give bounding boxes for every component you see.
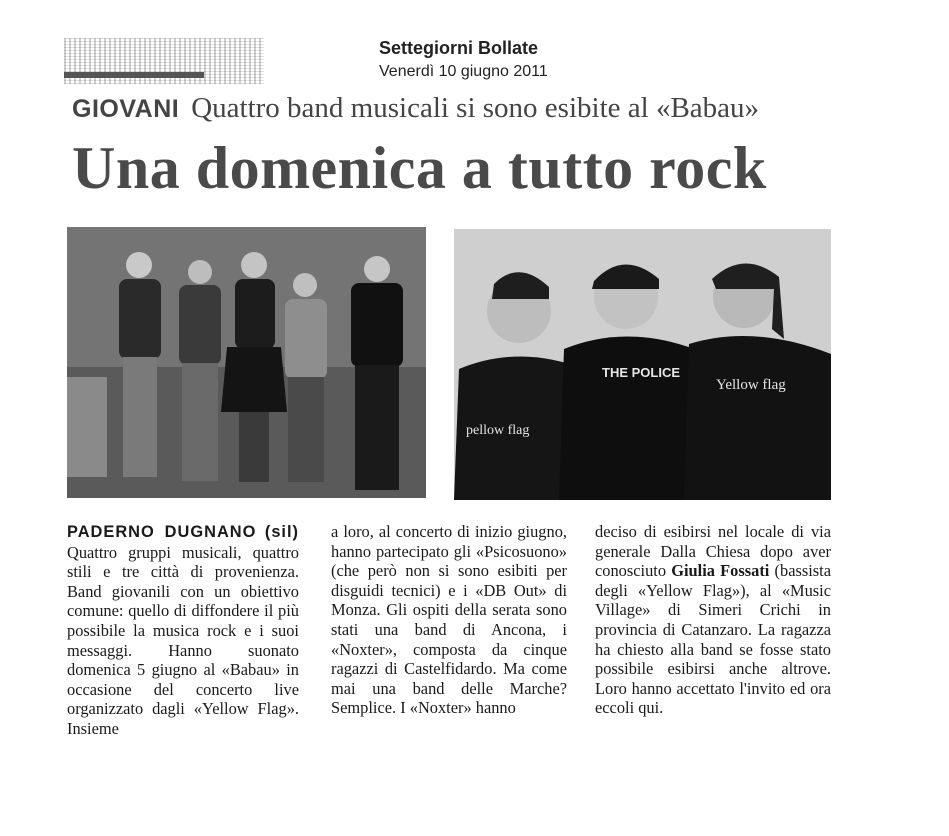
newspaper-logo <box>64 38 264 84</box>
masthead <box>379 38 548 81</box>
article-column-3 <box>595 522 831 718</box>
byline: (sil) <box>264 523 299 541</box>
article-column-2 <box>331 522 567 718</box>
shirt-text-police: THE POLICE <box>602 365 681 380</box>
section-line <box>72 92 759 125</box>
photo-five-musicians <box>67 227 426 498</box>
photo-three-musicians <box>454 229 831 500</box>
publication-name: Settegiorni Bollate <box>379 38 539 58</box>
headline: Una domenica a tutto rock <box>72 135 767 201</box>
shirt-text-yellow-flag: Yellow flag <box>716 377 786 393</box>
column-3-text-b: (bassista degli «Yellow Flag»), al «Music Village» di Simeri Crichi in provincia di Catanzaro. La ragazza ha chiesto alla band se fosse stato possibile esibirsi anche altrove. Loro hanno accettato l'invito ed ora eccoli qui. <box>595 561 831 718</box>
column-3-text-a: deciso di esibirsi nel locale di via generale Dalla Chiesa dopo aver conosciuto <box>595 522 831 581</box>
column-2-text: a loro, al concerto di inizio giugno, hanno partecipato gli «Psicosuono» (che però non si sono esibiti per disguidi tecnici) e i «DB Out» di Monza. Gli ospiti della serata sono stati una band di Ancona, i «Noxter», composta da cinque ragazzi di Castelfidardo. Ma come mai una band delle Marche? Semplice. I «Noxter» hanno <box>331 522 567 718</box>
kicker: Quattro band musicali si sono esibite al «Babau» <box>191 92 760 124</box>
publication-date: Venerdì 10 giugno 2011 <box>379 63 548 80</box>
person-name: Giulia Fossati <box>671 561 770 581</box>
shirt-text-pellow-flag: pellow flag <box>466 423 530 438</box>
dateline: PADERNO DUGNANO <box>67 523 257 541</box>
section-tag: GIOVANI <box>72 95 180 123</box>
article-column-1 <box>67 522 299 739</box>
column-1-text: Quattro gruppi musicali, quattro stili e tre città di provenienza. Band giovanili con un obiettivo comune: quello di diffondere il più possibile la musica rock e i suoi messaggi. Hanno suonato domenica 5 giugno al «Babau» in occasione del concerto live organizzato dagli «Yellow Flag». Insieme <box>67 542 299 738</box>
